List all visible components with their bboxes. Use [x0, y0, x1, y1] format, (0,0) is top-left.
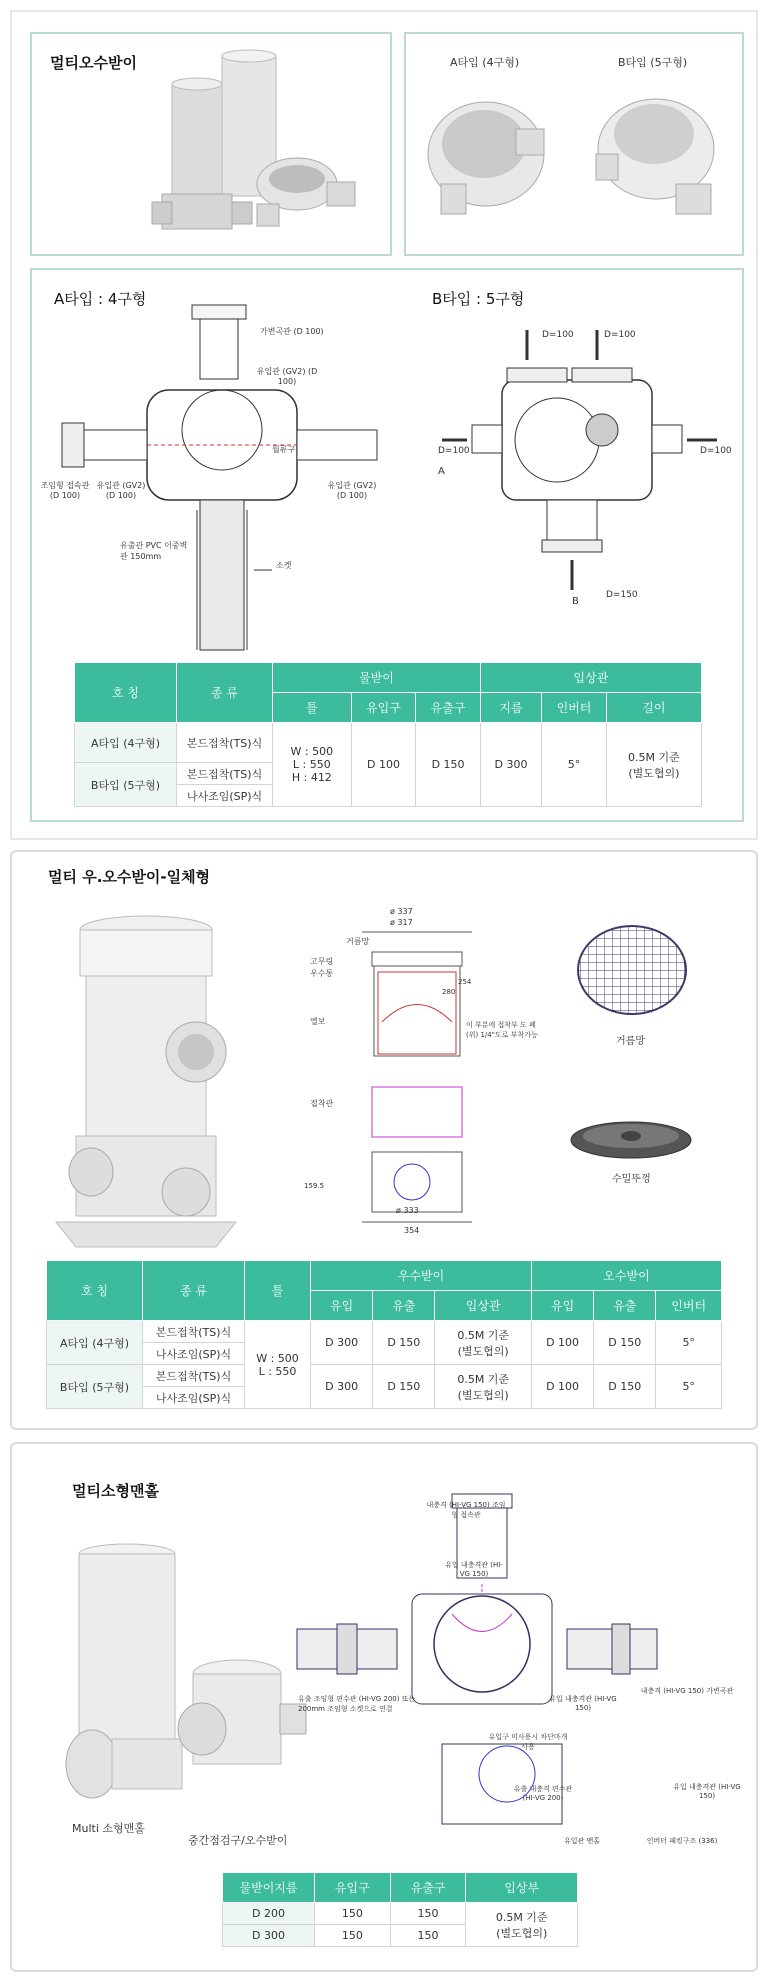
cell: 150 — [315, 1903, 391, 1925]
drawing-label: 고무링 — [310, 957, 334, 966]
row-name: B타입 (5구형) — [47, 1365, 143, 1409]
frame-h: H : 412 — [291, 771, 332, 784]
th-kind: 종 류 — [177, 663, 273, 723]
riser-2: (별도협의) — [457, 1344, 509, 1358]
riser-1: 0.5M 기준 — [457, 1328, 510, 1342]
cell-out1: D 150 — [373, 1365, 435, 1409]
cell-outlet: D 150 — [416, 723, 481, 807]
th-col: 유입구 — [315, 1873, 391, 1903]
drawing-label: 354 — [404, 1226, 420, 1235]
drawing-label: ø 337 — [390, 907, 413, 916]
section2-product-photo — [46, 902, 236, 1252]
drawing-label: ø 317 — [390, 918, 413, 927]
cell-inverter: 5° — [542, 723, 607, 807]
section1-container — [10, 10, 758, 840]
cell-frame — [273, 723, 352, 807]
th-name: 호 칭 — [47, 1261, 143, 1321]
drawing-label: 접착관 — [310, 1099, 334, 1108]
cell-inverter: 5° — [656, 1321, 722, 1365]
drawing-label: 유입관 맨홀 — [563, 1837, 601, 1845]
th-inverter: 인버터 — [656, 1291, 722, 1321]
riser-1: 0.5M 기준 — [495, 1910, 548, 1924]
cell-diameter: D 300 — [480, 723, 541, 807]
diagram-b-label-5: A — [438, 466, 445, 477]
diagram-a-label-2: 조임형 접속관 (D 100) — [40, 481, 90, 500]
types-photo-box — [404, 32, 744, 256]
diagram-a-label-4: 월류구 — [272, 445, 296, 454]
drawing-label: 유입구 미사용시 차단마개 사용 — [488, 1733, 568, 1751]
th-frame: 틀 — [273, 693, 352, 723]
cell-length — [606, 723, 701, 807]
section3-drawing — [292, 1474, 712, 1834]
cover-image — [566, 1110, 696, 1170]
th-out2: 유출 — [594, 1291, 656, 1321]
drawing-label: 인버터 패킹구조 (336) — [646, 1837, 718, 1845]
diagram-b-label-0: D=100 — [542, 330, 574, 340]
th-col: 물받이지름 — [223, 1873, 315, 1903]
th-inlet: 유입구 — [351, 693, 416, 723]
product-photo-box — [30, 32, 392, 256]
cell-out1: D 150 — [373, 1321, 435, 1365]
th-group2: 오수받이 — [531, 1261, 721, 1291]
th-frame: 틀 — [245, 1261, 311, 1321]
mesh-filter-image — [572, 922, 692, 1022]
drawing-label: 거름망 — [346, 937, 370, 946]
diagram-a-label-0: 가변곡관 (D 100) — [260, 327, 324, 336]
cell-out2: D 150 — [594, 1365, 656, 1409]
th-group1: 물받이 — [273, 663, 481, 693]
length-2: (별도협의) — [628, 766, 680, 780]
row-kind: 본드접착(TS)식 — [177, 763, 273, 785]
th-inverter: 인버터 — [542, 693, 607, 723]
cell-frame — [245, 1321, 311, 1409]
section2-drawing — [302, 912, 522, 1232]
th-diameter: 지름 — [480, 693, 541, 723]
diagram-b-label-4: D=150 — [606, 590, 638, 600]
diagram-a-label-7: 소켓 — [276, 561, 292, 570]
frame-w: W : 500 — [290, 745, 334, 758]
riser-1: 0.5M 기준 — [457, 1372, 510, 1386]
cell-inlet: D 100 — [351, 723, 416, 807]
row-kind: 본드접착(TS)식 — [177, 723, 273, 763]
cell-out2: D 150 — [594, 1321, 656, 1365]
cover-label: 수밀뚜껑 — [612, 1174, 651, 1185]
drawing-label: ø 333 — [396, 1206, 419, 1215]
type-a-photo-label: A타입 (4구형) — [450, 56, 520, 69]
diagram-b-label-6: B — [572, 596, 579, 607]
drawing-label: 이 부분에 접착부 도 폐 (위) 1/4"도로 부착가능 — [466, 1021, 538, 1039]
th-group1: 우수받이 — [311, 1261, 532, 1291]
drawing-label: 유입 내충격관 (HI-VG 150) — [673, 1783, 741, 1800]
section3-container — [10, 1442, 758, 1972]
th-length: 길이 — [606, 693, 701, 723]
drawing-label: 280 — [442, 988, 456, 996]
th-out1: 유출 — [373, 1291, 435, 1321]
section2-container — [10, 850, 758, 1430]
drawing-label: 254 — [458, 978, 472, 986]
diagram-b-label-2: D=100 — [438, 446, 470, 456]
drawing-label: 엘보 — [310, 1017, 326, 1026]
mesh-label: 거름망 — [616, 1036, 645, 1047]
riser-2: (별도협의) — [457, 1388, 509, 1402]
diagram-b-drawing — [432, 320, 732, 620]
th-riser: 입상관 — [435, 1291, 532, 1321]
diagram-a-title: A타입 : 4구형 — [54, 290, 147, 308]
row-kind: 본드접착(TS)식 — [143, 1365, 245, 1387]
frame-w: W : 500 — [256, 1351, 299, 1365]
cell: D 200 — [223, 1903, 315, 1925]
section3-product-photo — [52, 1524, 312, 1824]
row-kind: 나사조임(SP)식 — [143, 1343, 245, 1365]
row-kind: 나사조임(SP)식 — [143, 1387, 245, 1409]
diagram-a-drawing — [42, 280, 412, 660]
diagrams-box — [30, 268, 744, 822]
diagram-a-label-6: 유출관 PVC 이중벽 관 150mm — [120, 541, 188, 561]
photo-caption-1: Multi 소형맨홀 — [72, 1822, 145, 1835]
frame-l: L : 550 — [292, 758, 331, 771]
cell-riser — [435, 1365, 532, 1409]
length-1: 0.5M 기준 — [628, 750, 680, 764]
drawing-label: 159.5 — [304, 1182, 325, 1190]
cell-riser — [466, 1903, 578, 1947]
row-kind: 본드접착(TS)식 — [143, 1321, 245, 1343]
th-col: 입상부 — [466, 1873, 578, 1903]
diagram-a-label-5: 유입관 (GV2) (D 100) — [327, 481, 377, 500]
cell-riser — [435, 1321, 532, 1365]
types-photo — [406, 34, 744, 256]
drawing-label: 내충격 (HI-VG 150) 조임형 접속관 — [426, 1501, 506, 1519]
th-outlet: 유출구 — [416, 693, 481, 723]
th-in2: 유입 — [531, 1291, 593, 1321]
diagram-a-label-1: 유입관 (GV2) (D 100) — [256, 367, 318, 386]
row-name: A타입 (4구형) — [75, 723, 177, 763]
section2-title: 멀티 우.오수받이-일체형 — [48, 868, 211, 886]
drawing-label: 내충격 (HI-VG 150) 가변곡관 — [640, 1687, 734, 1695]
photo-caption-2: 중간점검구/오수받이 — [188, 1834, 288, 1847]
cell: 150 — [390, 1903, 466, 1925]
cell: 150 — [315, 1925, 391, 1947]
row-kind: 나사조임(SP)식 — [177, 785, 273, 807]
type-b-photo-label: B타입 (5구형) — [618, 56, 688, 69]
diagram-a-label-3: 유입관 (GV2) (D 100) — [96, 481, 146, 500]
diagram-b-title: B타입 : 5구형 — [432, 290, 525, 308]
cell-in2: D 100 — [531, 1365, 593, 1409]
cell-in2: D 100 — [531, 1321, 593, 1365]
th-group2: 입상관 — [480, 663, 701, 693]
drawing-label: 유출 조임형 편수관 (HI-VG 200) 또는 200mm 조임형 소켓으로 연결 — [298, 1695, 416, 1713]
th-in1: 유입 — [311, 1291, 373, 1321]
spec-table-2 — [46, 1260, 722, 1409]
diagram-b-label-1: D=100 — [604, 330, 636, 340]
drawing-label: 유입 내충격관 (HI-VG 150) — [549, 1695, 617, 1712]
product-title: 멀티오수받이 — [50, 54, 137, 72]
th-kind: 종 류 — [143, 1261, 245, 1321]
th-name: 호 칭 — [75, 663, 177, 723]
diagram-b-label-3: D=100 — [700, 446, 732, 456]
cell: 150 — [390, 1925, 466, 1947]
cell-in1: D 300 — [311, 1321, 373, 1365]
cell: D 300 — [223, 1925, 315, 1947]
riser-2: (별도협의) — [496, 1926, 548, 1940]
spec-table-3 — [222, 1872, 578, 1947]
drawing-label: 유입 내충격관 (HI-VG 150) — [445, 1561, 503, 1578]
cell-in1: D 300 — [311, 1365, 373, 1409]
drawing-label: 우수통 — [310, 969, 334, 978]
drawing-label: 유출 내충격 편수관 (HI-VG 200) — [513, 1785, 573, 1802]
row-name: A타입 (4구형) — [47, 1321, 143, 1365]
frame-l: L : 550 — [258, 1364, 297, 1378]
section3-title: 멀티소형맨홀 — [72, 1482, 159, 1500]
spec-table-1 — [74, 662, 702, 807]
row-name: B타입 (5구형) — [75, 763, 177, 807]
product-photo — [32, 34, 392, 256]
th-col: 유출구 — [390, 1873, 466, 1903]
cell-inverter: 5° — [656, 1365, 722, 1409]
